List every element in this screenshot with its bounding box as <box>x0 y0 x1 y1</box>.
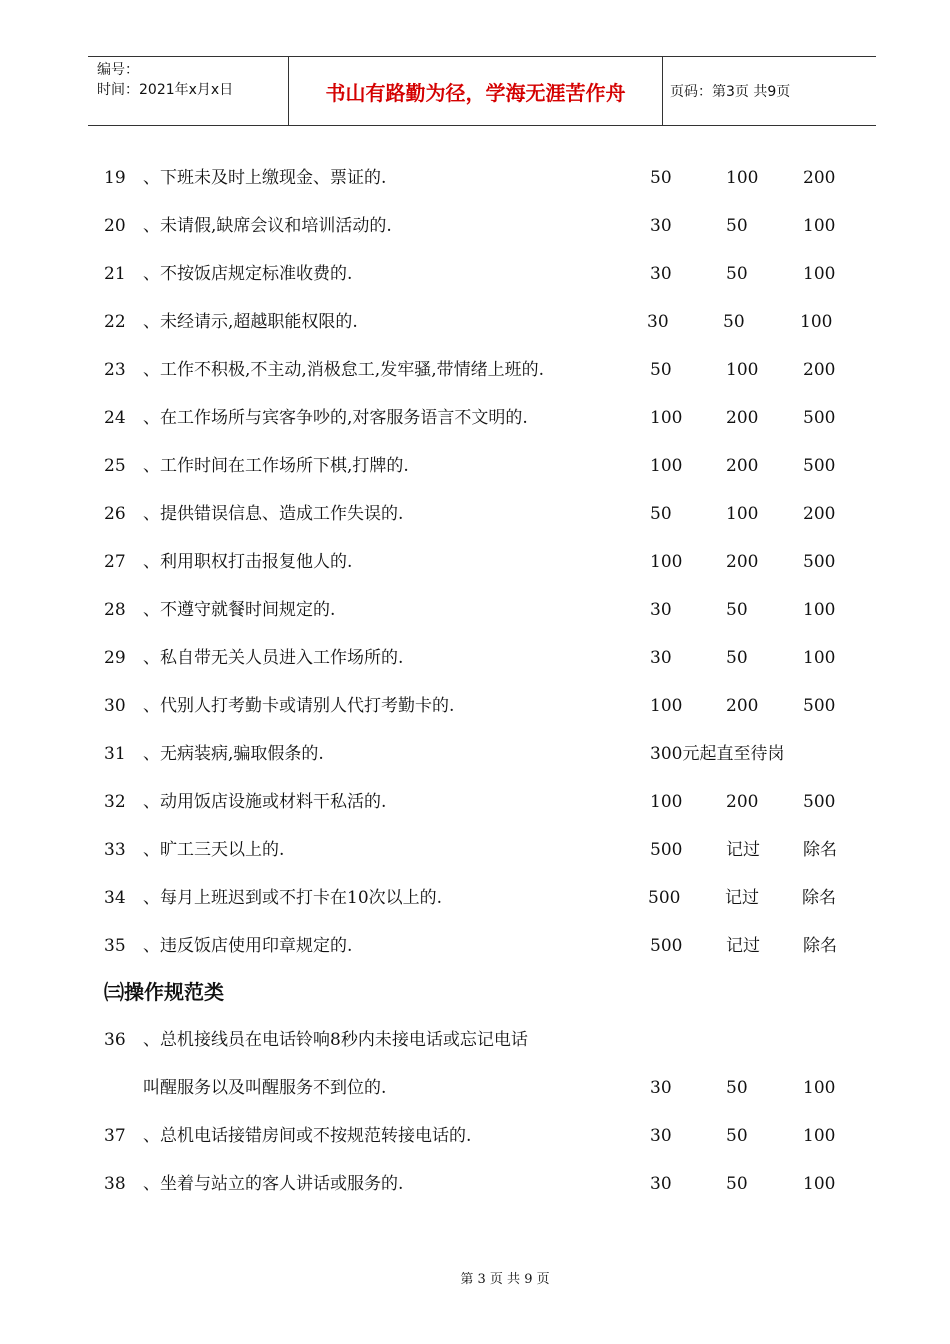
penalty-1: 500 <box>648 888 681 908</box>
penalty-1: 50 <box>650 504 672 524</box>
item-text: 、不遵守就餐时间规定的. <box>143 600 336 620</box>
item-text: 、坐着与站立的客人讲话或服务的. <box>143 1174 404 1194</box>
item-number: 28 <box>104 600 126 620</box>
item-text: 、私自带无关人员进入工作场所的. <box>143 648 404 668</box>
number-label: 编号： <box>97 62 139 78</box>
penalty-3: 除名 <box>803 840 837 860</box>
item-text: 、工作时间在工作场所下棋,打牌的. <box>143 456 409 476</box>
item-text: 、利用职权打击报复他人的. <box>143 552 353 572</box>
list-item-continuation <box>0 1075 950 1101</box>
item-number: 21 <box>104 264 126 284</box>
item-text: 、总机电话接错房间或不按规范转接电话的. <box>143 1126 472 1146</box>
item-text: 、违反饭店使用印章规定的. <box>143 936 353 956</box>
penalty-1: 30 <box>650 264 672 284</box>
header-page-label: 页码：第3页 共9页 <box>670 84 791 100</box>
list-item <box>0 213 950 239</box>
penalty-2: 记过 <box>725 888 759 908</box>
item-text: 、下班未及时上缴现金、票证的. <box>143 168 387 188</box>
penalty-1: 50 <box>650 168 672 188</box>
list-item <box>0 645 950 671</box>
penalty-1: 100 <box>650 456 683 476</box>
penalty-2: 100 <box>726 504 759 524</box>
penalty-2: 50 <box>726 648 748 668</box>
header-meta <box>88 57 288 125</box>
list-item <box>0 549 950 575</box>
section-title: ㈢操作规范类 <box>104 980 224 1004</box>
item-number: 29 <box>104 648 126 668</box>
list-item <box>0 597 950 623</box>
header-motto: 书山有路勤为径，学海无涯苦作舟 <box>288 57 663 125</box>
penalty-2: 50 <box>723 312 745 332</box>
item-number: 34 <box>104 888 126 908</box>
list-item <box>0 789 950 815</box>
penalty-1: 30 <box>650 648 672 668</box>
penalty-3: 100 <box>803 264 836 284</box>
list-item <box>0 1123 950 1149</box>
penalty-2: 200 <box>726 696 759 716</box>
penalty-1: 500 <box>650 936 683 956</box>
item-number: 27 <box>104 552 126 572</box>
list-item <box>0 741 950 767</box>
item-text: 、旷工三天以上的. <box>143 840 285 860</box>
penalty-3: 100 <box>803 648 836 668</box>
penalty-2: 200 <box>726 552 759 572</box>
item-text: 、代别人打考勤卡或请别人代打考勤卡的. <box>143 696 455 716</box>
penalty-2: 50 <box>726 1078 748 1098</box>
list-item <box>0 885 950 911</box>
list-item <box>0 1171 950 1197</box>
penalty-1: 50 <box>650 360 672 380</box>
penalty-2: 200 <box>726 408 759 428</box>
item-text: 、工作不积极,不主动,消极怠工,发牢骚,带情绪上班的. <box>143 360 545 380</box>
penalty-1: 100 <box>650 696 683 716</box>
penalty-2: 50 <box>726 216 748 236</box>
item-number: 37 <box>104 1126 126 1146</box>
penalty-range: 300元起直至待岗 <box>650 744 785 764</box>
penalty-3: 除名 <box>803 936 837 956</box>
item-number: 25 <box>104 456 126 476</box>
item-text: 、在工作场所与宾客争吵的,对客服务语言不文明的. <box>143 408 528 428</box>
penalty-3: 200 <box>803 168 836 188</box>
item-number: 36 <box>104 1030 126 1050</box>
penalty-2: 100 <box>726 168 759 188</box>
penalty-3: 500 <box>803 696 836 716</box>
item-text: 、每月上班迟到或不打卡在10次以上的. <box>143 888 443 908</box>
item-number: 23 <box>104 360 126 380</box>
penalty-2: 50 <box>726 1126 748 1146</box>
penalty-3: 500 <box>803 792 836 812</box>
item-number: 35 <box>104 936 126 956</box>
penalty-2: 50 <box>726 1174 748 1194</box>
penalty-3: 200 <box>803 360 836 380</box>
penalty-1: 30 <box>650 216 672 236</box>
item-number: 19 <box>104 168 126 188</box>
penalty-3: 100 <box>800 312 833 332</box>
penalty-2: 50 <box>726 264 748 284</box>
penalty-1: 100 <box>650 552 683 572</box>
penalty-2: 记过 <box>726 936 760 956</box>
penalty-3: 100 <box>803 216 836 236</box>
item-number: 31 <box>104 744 126 764</box>
penalty-3: 100 <box>803 1126 836 1146</box>
penalty-2: 记过 <box>726 840 760 860</box>
list-item <box>0 357 950 383</box>
penalty-1: 30 <box>650 1126 672 1146</box>
item-text: 叫醒服务以及叫醒服务不到位的. <box>143 1078 387 1098</box>
penalty-1: 30 <box>647 312 669 332</box>
penalty-3: 100 <box>803 600 836 620</box>
item-number: 38 <box>104 1174 126 1194</box>
penalty-3: 500 <box>803 456 836 476</box>
item-number: 30 <box>104 696 126 716</box>
list-item <box>0 693 950 719</box>
penalty-1: 100 <box>650 792 683 812</box>
penalty-3: 500 <box>803 408 836 428</box>
item-number: 24 <box>104 408 126 428</box>
item-text: 、动用饭店设施或材料干私活的. <box>143 792 387 812</box>
list-item <box>0 165 950 191</box>
penalty-2: 200 <box>726 792 759 812</box>
list-item <box>0 837 950 863</box>
item-number: 22 <box>104 312 126 332</box>
penalty-1: 30 <box>650 600 672 620</box>
page-header <box>88 56 876 126</box>
penalty-1: 100 <box>650 408 683 428</box>
penalty-3: 100 <box>803 1078 836 1098</box>
item-number: 20 <box>104 216 126 236</box>
penalty-1: 30 <box>650 1078 672 1098</box>
penalty-3: 500 <box>803 552 836 572</box>
item-text: 、提供错误信息、造成工作失误的. <box>143 504 404 524</box>
list-item <box>0 453 950 479</box>
penalty-1: 30 <box>650 1174 672 1194</box>
item-text: 、无病装病,骗取假条的. <box>143 744 324 764</box>
penalty-2: 50 <box>726 600 748 620</box>
list-item <box>0 261 950 287</box>
penalty-3: 除名 <box>802 888 836 908</box>
list-item <box>0 501 950 527</box>
item-text: 、未请假,缺席会议和培训活动的. <box>143 216 392 236</box>
penalty-3: 200 <box>803 504 836 524</box>
item-text: 、不按饭店规定标准收费的. <box>143 264 353 284</box>
item-text: 、未经请示,超越职能权限的. <box>143 312 358 332</box>
list-item <box>0 405 950 431</box>
time-label: 时间：2021年x月x日 <box>97 82 234 98</box>
penalty-1: 500 <box>650 840 683 860</box>
penalty-2: 100 <box>726 360 759 380</box>
item-number: 33 <box>104 840 126 860</box>
item-number: 32 <box>104 792 126 812</box>
page-footer: 第 3 页 共 9 页 <box>460 1272 550 1287</box>
item-text: 、总机接线员在电话铃响8秒内未接电话或忘记电话 <box>143 1030 528 1050</box>
list-item <box>0 1027 950 1053</box>
item-number: 26 <box>104 504 126 524</box>
penalty-3: 100 <box>803 1174 836 1194</box>
penalty-2: 200 <box>726 456 759 476</box>
list-item <box>0 933 950 959</box>
list-item <box>0 309 950 335</box>
